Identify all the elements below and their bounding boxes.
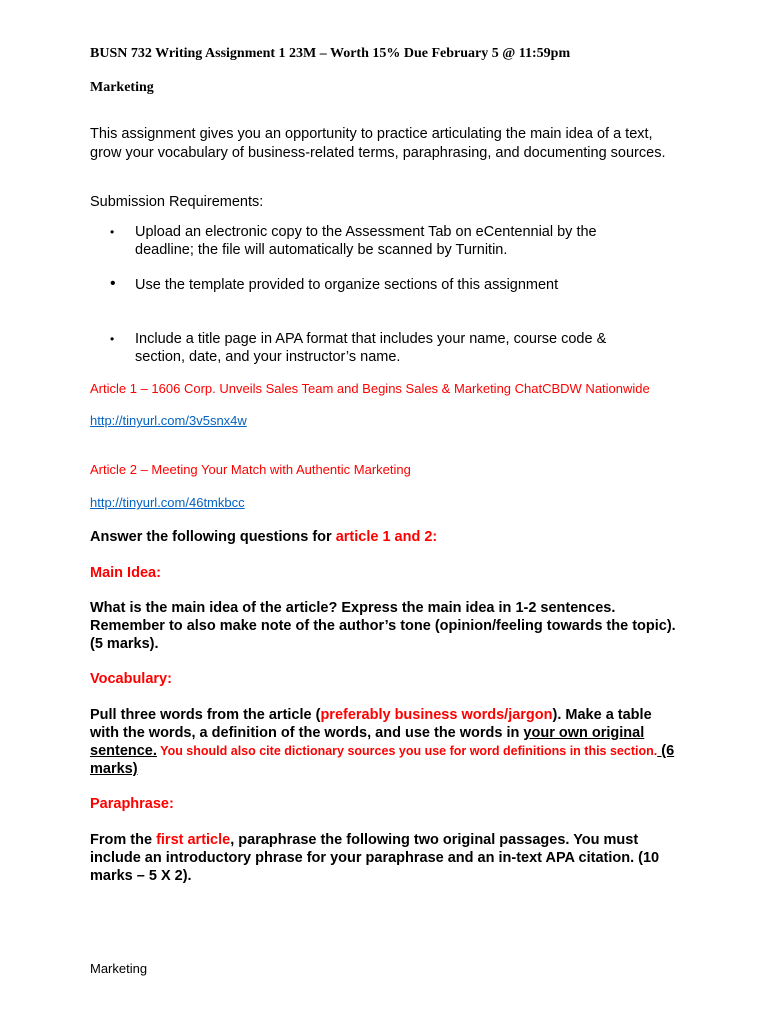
page-footer: Marketing <box>90 961 148 976</box>
vocabulary-text <box>90 706 680 778</box>
requirements-heading: Submission Requirements: <box>90 194 264 210</box>
article-1-title: Article 1 – 1606 Corp. Unveils Sales Team and Begins Sales & Marketing ChatCBDW Nationwide <box>90 381 650 396</box>
paraphrase-heading: Paraphrase: <box>90 796 174 812</box>
main-idea-heading: Main Idea: <box>90 565 161 581</box>
bullet-icon: • <box>110 332 115 346</box>
vocabulary-citation-note: You should also cite dictionary sources you use for word definitions in this section. <box>156 744 658 758</box>
vocabulary-text-part: ). Make a table with the words, a definition of the words, and use the words in <box>90 707 652 741</box>
article-1-link[interactable]: http://tinyurl.com/3v5snx4w <box>90 413 247 428</box>
questions-intro <box>90 528 437 546</box>
vocabulary-highlight: preferably business words/jargon <box>320 707 553 723</box>
paraphrase-text-part: From the <box>90 832 157 848</box>
paraphrase-highlight: first article <box>156 832 231 848</box>
empty-link-fragment <box>90 433 95 443</box>
questions-intro-text: Answer the following questions for <box>90 529 336 545</box>
subject-heading: Marketing <box>90 80 154 95</box>
main-idea-text: What is the main idea of the article? Express the main idea in 1-2 sentences. Remember to also make note of the author’s tone (opinion/feeling towards the topic). (5 marks). <box>90 600 676 652</box>
bullet-text: Include a title page in APA format that includes your name, course code & section, date, and your instructor’s name. <box>135 331 607 365</box>
vocabulary-text-part: Pull three words from the article ( <box>90 707 321 723</box>
bullet-text: Use the template provided to organize sections of this assignment <box>135 277 559 293</box>
bullet-icon: • <box>110 225 115 239</box>
vocabulary-heading: Vocabulary: <box>90 671 172 687</box>
article-2-title: Article 2 – Meeting Your Match with Authentic Marketing <box>90 462 411 477</box>
article-2-link[interactable]: http://tinyurl.com/46tmkbcc <box>90 495 245 510</box>
questions-intro-highlight: article 1 and 2: <box>335 529 438 545</box>
bullet-icon: • <box>110 275 116 292</box>
paraphrase-text-part: , paraphrase the following two original passages. You must include an introductory phrase for your paraphrase and an in-text APA citation. (10 marks – 5 X 2). <box>90 832 660 884</box>
paraphrase-text <box>90 831 680 885</box>
assignment-title: BUSN 732 Writing Assignment 1 23M – Worth 15% Due February 5 @ 11:59pm <box>90 46 571 61</box>
intro-paragraph: This assignment gives you an opportunity to practice articulating the main idea of a text, grow your vocabulary of business-related terms, paraphrasing, and documenting sources. <box>90 126 666 161</box>
vocabulary-underlined: your own original sentence. <box>90 725 645 759</box>
vocabulary-marks: (6 marks) <box>90 743 675 777</box>
bullet-text: Upload an electronic copy to the Assessment Tab on eCentennial by the deadline; the file will automatically be scanned by Turnitin. <box>135 224 597 258</box>
